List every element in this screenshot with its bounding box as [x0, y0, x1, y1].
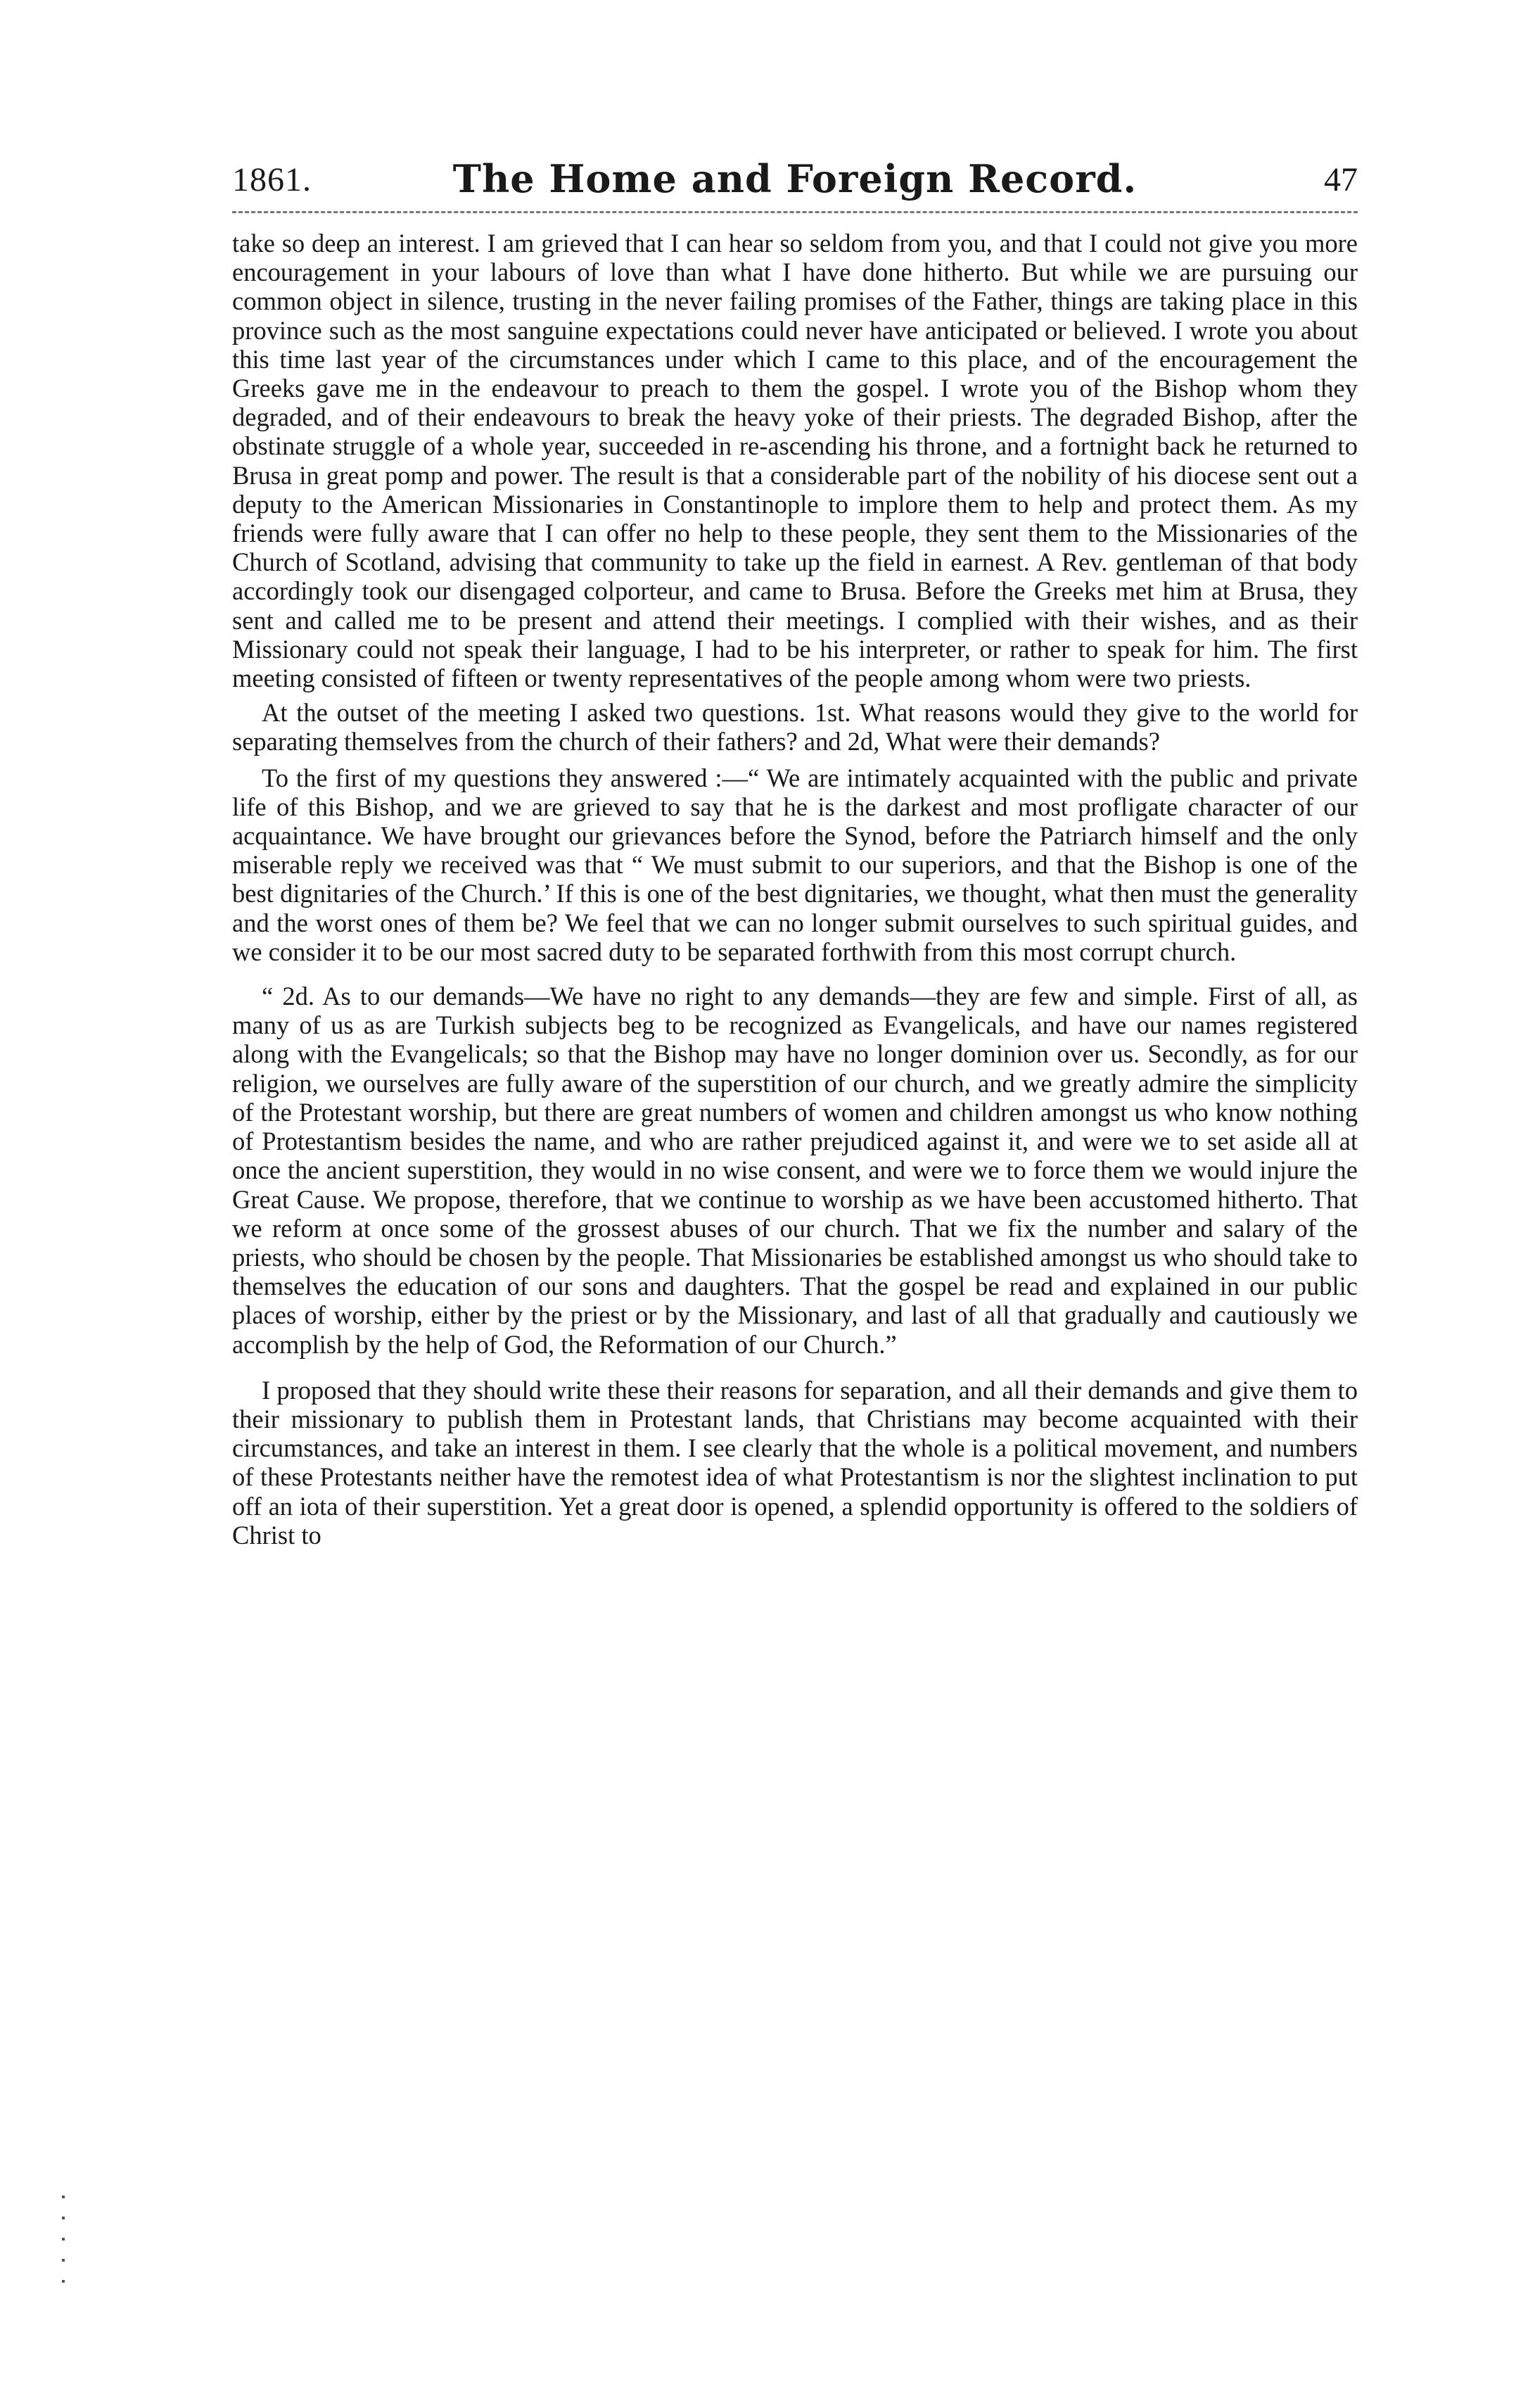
- header-rule: [232, 211, 1358, 213]
- journal-title: The Home and Foreign Record.: [452, 156, 1138, 201]
- article-body: [232, 229, 1358, 1550]
- margin-specks: [62, 2195, 68, 2301]
- page-number: 47: [1324, 161, 1358, 198]
- paragraph-first-answer: To the first of my questions they answered :—“ We are intimately acquainted with the public and private life of this Bishop, and we are grieved to say that he is the darkest and most profligate character of our acquaintance. We have brought our grievances before the Synod, before the Patriarch himself and the only miserable reply we received was that “ We must submit to our superiors, and that the Bishop is one of the best dignitaries of the Church.’ If this is one of the best dignitaries, we thought, what then must the generality and the worst ones of them be? We feel that we can no longer submit ourselves to such spiritual guides, and we consider it to be our most sacred duty to be separated forthwith from this most corrupt church.: [232, 763, 1358, 966]
- paragraph-questions: At the outset of the meeting I asked two questions. 1st. What reasons would they give to the world for separating themselves from the church of their fathers? and 2d, What were their demands?: [232, 698, 1358, 756]
- running-header: [232, 156, 1358, 217]
- paragraph-letter-continuation: take so deep an interest. I am grieved that I can hear so seldom from you, and that I could not give you more encouragement in your labours of love than what I have done hitherto. But while we are pursuing our common object in silence, trusting in the never failing promises of the Father, things are taking place in this province such as the most sanguine expectations could never have anticipated or believed. I wrote you about this time last year of the circumstances under which I came to this place, and of the encouragement the Greeks gave me in the endeavour to preach to them the gospel. I wrote you of the Bishop whom they degraded, and of their endeavours to break the heavy yoke of their priests. The degraded Bishop, after the obstinate struggle of a whole year, succeeded in re-ascending his throne, and a fortnight back he returned to Brusa in great pomp and power. The result is that a considerable part of the nobility of his diocese sent out a deputy to the American Missionaries in Constantinople to implore them to help and protect them. As my friends were fully aware that I can offer no help to these people, they sent them to the Missionaries of the Church of Scotland, advising that community to take up the field in earnest. A Rev. gentleman of that body accordingly took our disengaged colporteur, and came to Brusa. Before the Greeks met him at Brusa, they sent and called me to be present and attend their meetings. I complied with their wishes, and as their Missionary could not speak their language, I had to be his interpreter, or rather to speak for him. The first meeting consisted of fifteen or twenty representatives of the people among whom were two priests.: [232, 229, 1358, 693]
- header-year: 1861.: [232, 161, 312, 198]
- paragraph-demands: “ 2d. As to our demands—We have no right to any demands—they are few and simple. First of all, as many of us as are Turkish subjects beg to be recognized as Evangelicals, and have our names registered along with the Evangelicals; so that the Bishop may have no longer dominion over us. Secondly, as for our religion, we ourselves are fully aware of the superstition of our church, and we greatly admire the simplicity of the Protestant worship, but there are great numbers of women and children amongst us who know nothing of Protestantism besides the name, and who are rather prejudiced against it, and were we to set aside all at once the ancient superstition, they would in no wise consent, and were we to force them we would injure the Great Cause. We propose, therefore, that we continue to worship as we have been accustomed hitherto. That we reform at once some of the grossest abuses of our church. That we fix the number and salary of the priests, who should be chosen by the people. That Missionaries be established amongst us who should take to themselves the education of our sons and daughters. That the gospel be read and explained in our public places of worship, either by the priest or by the Missionary, and last of all that gradually and cautiously we accomplish by the help of God, the Reformation of our Church.”: [232, 982, 1358, 1359]
- paragraph-proposal: I proposed that they should write these their reasons for separation, and all their demands and give them to their missionary to publish them in Protestant lands, that Christians may become acquainted with their circumstances, and take an interest in them. I see clearly that the whole is a political movement, and numbers of these Protestants neither have the remotest idea of what Protestantism is nor the slightest inclination to put off an iota of their superstition. Yet a great door is opened, a splendid opportunity is offered to the soldiers of Christ to: [232, 1375, 1358, 1550]
